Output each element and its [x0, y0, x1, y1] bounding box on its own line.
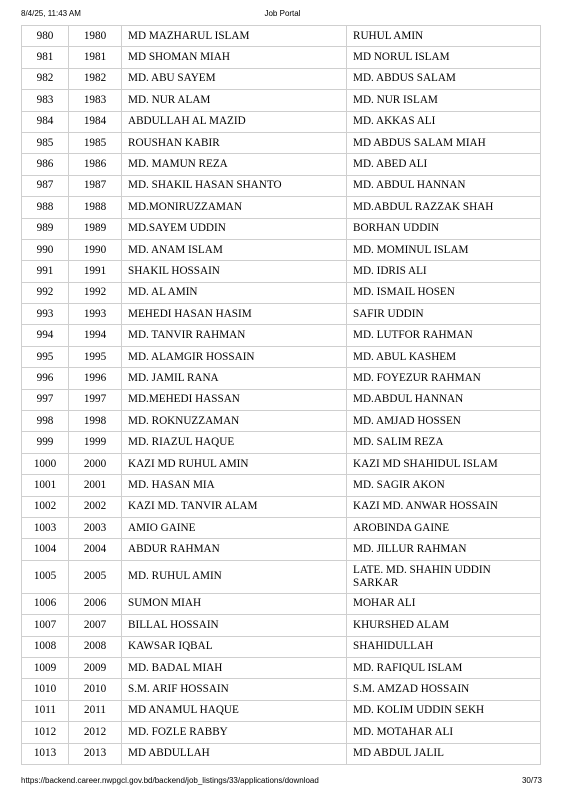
table-row	[22, 560, 541, 593]
applicant-name-cell: MD. MAMUN REZA	[122, 154, 347, 175]
roll-cell: 1984	[69, 111, 122, 132]
table-row	[22, 197, 541, 218]
serial-cell: 1009	[22, 657, 69, 678]
father-name-cell: SAFIR UDDIN	[347, 304, 541, 325]
page-url: https://backend.career.nwpgcl.gov.bd/backend/job_listings/33/applications/download	[21, 776, 319, 785]
applicant-name-cell: MD.MEHEDI HASSAN	[122, 389, 347, 410]
roll-cell: 2003	[69, 517, 122, 538]
father-name-cell: MD. IDRIS ALI	[347, 261, 541, 282]
applicant-name-cell: KAZI MD RUHUL AMIN	[122, 453, 347, 474]
applicant-name-cell: MD. AL AMIN	[122, 282, 347, 303]
applicant-name-cell: MD SHOMAN MIAH	[122, 47, 347, 68]
table-row	[22, 47, 541, 68]
roll-cell: 2008	[69, 636, 122, 657]
serial-cell: 1006	[22, 593, 69, 614]
serial-cell: 983	[22, 90, 69, 111]
applicant-name-cell: MD. BADAL MIAH	[122, 657, 347, 678]
roll-cell: 1988	[69, 197, 122, 218]
serial-cell: 990	[22, 239, 69, 260]
applications-table-wrapper	[21, 25, 540, 765]
serial-cell: 1000	[22, 453, 69, 474]
roll-cell: 1982	[69, 68, 122, 89]
father-name-cell: S.M. AMZAD HOSSAIN	[347, 679, 541, 700]
father-name-cell: MD. MOMINUL ISLAM	[347, 239, 541, 260]
applicant-name-cell: MD. JAMIL RANA	[122, 368, 347, 389]
father-name-cell: MD.ABDUL RAZZAK SHAH	[347, 197, 541, 218]
table-row	[22, 615, 541, 636]
roll-cell: 1980	[69, 26, 122, 47]
roll-cell: 1986	[69, 154, 122, 175]
table-row	[22, 132, 541, 153]
roll-cell: 2013	[69, 743, 122, 764]
table-row	[22, 304, 541, 325]
applicant-name-cell: MD. NUR ALAM	[122, 90, 347, 111]
father-name-cell: MD. JILLUR RAHMAN	[347, 539, 541, 560]
serial-cell: 996	[22, 368, 69, 389]
table-row	[22, 239, 541, 260]
serial-cell: 987	[22, 175, 69, 196]
serial-cell: 1003	[22, 517, 69, 538]
roll-cell: 1999	[69, 432, 122, 453]
applicant-name-cell: AMIO GAINE	[122, 517, 347, 538]
roll-cell: 1996	[69, 368, 122, 389]
roll-cell: 1995	[69, 346, 122, 367]
roll-cell: 2001	[69, 475, 122, 496]
serial-cell: 980	[22, 26, 69, 47]
father-name-cell: MD NORUL ISLAM	[347, 47, 541, 68]
applicant-name-cell: MD.SAYEM UDDIN	[122, 218, 347, 239]
serial-cell: 989	[22, 218, 69, 239]
table-row	[22, 111, 541, 132]
applicant-name-cell: BILLAL HOSSAIN	[122, 615, 347, 636]
print-footer	[0, 776, 565, 790]
father-name-cell: MD. ABDUS SALAM	[347, 68, 541, 89]
table-row	[22, 475, 541, 496]
roll-cell: 1997	[69, 389, 122, 410]
serial-cell: 1004	[22, 539, 69, 560]
applicant-name-cell: MD. ROKNUZZAMAN	[122, 411, 347, 432]
roll-cell: 1992	[69, 282, 122, 303]
roll-cell: 2006	[69, 593, 122, 614]
table-row	[22, 539, 541, 560]
roll-cell: 2004	[69, 539, 122, 560]
father-name-cell: LATE. MD. SHAHIN UDDIN SARKAR	[347, 560, 541, 593]
applicant-name-cell: MD. ALAMGIR HOSSAIN	[122, 346, 347, 367]
roll-cell: 2007	[69, 615, 122, 636]
father-name-cell: MD. ABED ALI	[347, 154, 541, 175]
table-row	[22, 722, 541, 743]
father-name-cell: RUHUL AMIN	[347, 26, 541, 47]
father-name-cell: MD. KOLIM UDDIN SEKH	[347, 700, 541, 721]
father-name-cell: BORHAN UDDIN	[347, 218, 541, 239]
table-row	[22, 90, 541, 111]
page-number: 30/73	[521, 776, 542, 785]
roll-cell: 2000	[69, 453, 122, 474]
table-row	[22, 593, 541, 614]
father-name-cell: MD ABDUS SALAM MIAH	[347, 132, 541, 153]
table-row	[22, 432, 541, 453]
applicant-name-cell: MD ABDULLAH	[122, 743, 347, 764]
serial-cell: 999	[22, 432, 69, 453]
table-row	[22, 743, 541, 764]
serial-cell: 1011	[22, 700, 69, 721]
roll-cell: 2002	[69, 496, 122, 517]
serial-cell: 985	[22, 132, 69, 153]
serial-cell: 997	[22, 389, 69, 410]
applicant-name-cell: MD. RIAZUL HAQUE	[122, 432, 347, 453]
applicant-name-cell: ABDUR RAHMAN	[122, 539, 347, 560]
serial-cell: 1005	[22, 560, 69, 593]
serial-cell: 995	[22, 346, 69, 367]
table-row	[22, 218, 541, 239]
table-row	[22, 636, 541, 657]
roll-cell: 1994	[69, 325, 122, 346]
father-name-cell: MD. MOTAHAR ALI	[347, 722, 541, 743]
roll-cell: 1998	[69, 411, 122, 432]
serial-cell: 992	[22, 282, 69, 303]
applicant-name-cell: MD. ABU SAYEM	[122, 68, 347, 89]
father-name-cell: MD. ISMAIL HOSEN	[347, 282, 541, 303]
applications-table-body	[22, 26, 541, 765]
father-name-cell: MD. ABUL KASHEM	[347, 346, 541, 367]
roll-cell: 2009	[69, 657, 122, 678]
father-name-cell: MOHAR ALI	[347, 593, 541, 614]
table-row	[22, 154, 541, 175]
serial-cell: 981	[22, 47, 69, 68]
table-row	[22, 411, 541, 432]
father-name-cell: KHURSHED ALAM	[347, 615, 541, 636]
table-row	[22, 700, 541, 721]
father-name-cell: AROBINDA GAINE	[347, 517, 541, 538]
table-row	[22, 261, 541, 282]
table-row	[22, 657, 541, 678]
serial-cell: 986	[22, 154, 69, 175]
applicant-name-cell: MD. TANVIR RAHMAN	[122, 325, 347, 346]
page-title: Job Portal	[264, 9, 301, 18]
serial-cell: 994	[22, 325, 69, 346]
roll-cell: 1993	[69, 304, 122, 325]
table-row	[22, 517, 541, 538]
father-name-cell: MD. FOYEZUR RAHMAN	[347, 368, 541, 389]
applicant-name-cell: MD.MONIRUZZAMAN	[122, 197, 347, 218]
table-row	[22, 389, 541, 410]
serial-cell: 982	[22, 68, 69, 89]
father-name-cell: SHAHIDULLAH	[347, 636, 541, 657]
roll-cell: 1983	[69, 90, 122, 111]
applicant-name-cell: MEHEDI HASAN HASIM	[122, 304, 347, 325]
applicant-name-cell: S.M. ARIF HOSSAIN	[122, 679, 347, 700]
father-name-cell: MD. NUR ISLAM	[347, 90, 541, 111]
roll-cell: 1985	[69, 132, 122, 153]
applicant-name-cell: MD. ANAM ISLAM	[122, 239, 347, 260]
father-name-cell: MD. ABDUL HANNAN	[347, 175, 541, 196]
serial-cell: 998	[22, 411, 69, 432]
father-name-cell: KAZI MD. ANWAR HOSSAIN	[347, 496, 541, 517]
father-name-cell: KAZI MD SHAHIDUL ISLAM	[347, 453, 541, 474]
table-row	[22, 368, 541, 389]
table-row	[22, 496, 541, 517]
roll-cell: 2011	[69, 700, 122, 721]
roll-cell: 1991	[69, 261, 122, 282]
father-name-cell: MD. AKKAS ALI	[347, 111, 541, 132]
table-row	[22, 679, 541, 700]
serial-cell: 988	[22, 197, 69, 218]
applicant-name-cell: SUMON MIAH	[122, 593, 347, 614]
father-name-cell: MD. LUTFOR RAHMAN	[347, 325, 541, 346]
table-row	[22, 453, 541, 474]
father-name-cell: MD. AMJAD HOSSEN	[347, 411, 541, 432]
serial-cell: 1012	[22, 722, 69, 743]
table-row	[22, 175, 541, 196]
applicant-name-cell: MD. SHAKIL HASAN SHANTO	[122, 175, 347, 196]
applicant-name-cell: MD. RUHUL AMIN	[122, 560, 347, 593]
serial-cell: 984	[22, 111, 69, 132]
applicant-name-cell: MD ANAMUL HAQUE	[122, 700, 347, 721]
serial-cell: 1013	[22, 743, 69, 764]
roll-cell: 2012	[69, 722, 122, 743]
serial-cell: 1001	[22, 475, 69, 496]
roll-cell: 2005	[69, 560, 122, 593]
table-row	[22, 282, 541, 303]
father-name-cell: MD. SALIM REZA	[347, 432, 541, 453]
applicant-name-cell: MD. HASAN MIA	[122, 475, 347, 496]
serial-cell: 993	[22, 304, 69, 325]
roll-cell: 1989	[69, 218, 122, 239]
roll-cell: 2010	[69, 679, 122, 700]
serial-cell: 1007	[22, 615, 69, 636]
table-row	[22, 26, 541, 47]
applicant-name-cell: MD. FOZLE RABBY	[122, 722, 347, 743]
table-row	[22, 325, 541, 346]
print-datetime: 8/4/25, 11:43 AM	[21, 9, 81, 18]
serial-cell: 1002	[22, 496, 69, 517]
applicant-name-cell: SHAKIL HOSSAIN	[122, 261, 347, 282]
applications-table	[21, 25, 541, 765]
roll-cell: 1987	[69, 175, 122, 196]
serial-cell: 991	[22, 261, 69, 282]
table-row	[22, 68, 541, 89]
applicant-name-cell: MD MAZHARUL ISLAM	[122, 26, 347, 47]
print-header	[0, 5, 565, 19]
serial-cell: 1008	[22, 636, 69, 657]
serial-cell: 1010	[22, 679, 69, 700]
roll-cell: 1990	[69, 239, 122, 260]
father-name-cell: MD.ABDUL HANNAN	[347, 389, 541, 410]
applicant-name-cell: KAZI MD. TANVIR ALAM	[122, 496, 347, 517]
father-name-cell: MD ABDUL JALIL	[347, 743, 541, 764]
applicant-name-cell: ABDULLAH AL MAZID	[122, 111, 347, 132]
roll-cell: 1981	[69, 47, 122, 68]
table-row	[22, 346, 541, 367]
father-name-cell: MD. RAFIQUL ISLAM	[347, 657, 541, 678]
applicant-name-cell: KAWSAR IQBAL	[122, 636, 347, 657]
father-name-cell: MD. SAGIR AKON	[347, 475, 541, 496]
applicant-name-cell: ROUSHAN KABIR	[122, 132, 347, 153]
